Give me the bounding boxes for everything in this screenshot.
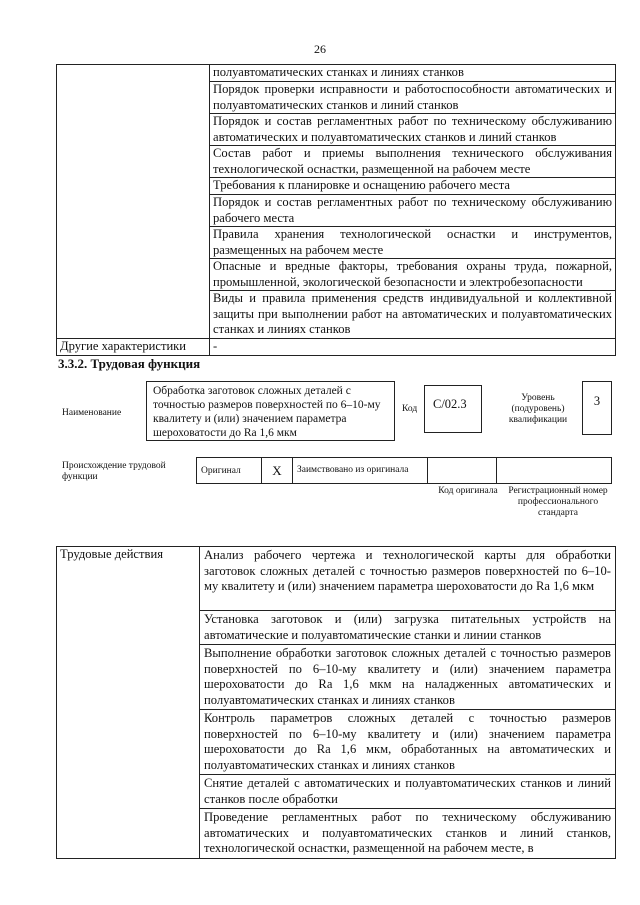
table-row: Выполнение обработки заготовок сложных деталей с точностью размеров поверхностей по 6–10-му квалитету и (или) значением параметра шероховатости до Ra 1,6 мкм на наладженных автоматических и полуавтоматических станках и линиях станков xyxy=(200,645,616,710)
labor-actions-table xyxy=(56,546,616,859)
table-row: Виды и правила применения средств индивидуальной и коллективной защиты при выполнении работ на автоматических и полуавтоматических станках и линиях станков xyxy=(210,291,616,339)
table-row: Опасные и вредные факторы, требования охраны труда, пожарной, промышленной, экологической безопасности и электробезопасности xyxy=(210,259,616,291)
table-row: Порядок и состав регламентных работ по техническому обслуживанию автоматических и полуавтоматических станков и линий станков xyxy=(210,114,616,146)
section-heading: 3.3.2. Трудовая функция xyxy=(58,356,201,371)
table-row: Проведение регламентных работ по техническому обслуживанию автоматических и полуавтоматических станков и линий станков, технологической оснастки, размещенной на рабочем месте, в xyxy=(200,809,616,859)
table-row: Правила хранения технологической оснастки и инструментов, размещенных на рабочем месте xyxy=(210,227,616,259)
borrowed-label: Заимствовано из оригинала xyxy=(293,458,428,484)
table-left-empty-cell xyxy=(57,65,210,339)
table-row: Порядок проверки исправности и работоспособности автоматических и полуавтоматических станков и линий станков xyxy=(210,82,616,114)
code-original-cell xyxy=(428,458,497,484)
origin-table xyxy=(196,457,612,484)
reg-number-cell xyxy=(497,458,612,484)
name-label: Наименование xyxy=(62,408,122,418)
function-name-box: Обработка заготовок сложных деталей с точностью размеров поверхностей по 6–10-му квалитету и (или) значением параметра шероховатости до Ra 1,6 мкм xyxy=(146,381,395,441)
other-characteristics-value: - xyxy=(210,338,616,355)
table-row: Требования к планировке и оснащению рабочего места xyxy=(210,178,616,195)
table-row: Снятие деталей с автоматических и полуавтоматических станков и линий станков после обработки xyxy=(200,775,616,809)
reg-number-label: Регистрационный номер профессионального стандарта xyxy=(508,486,608,518)
other-characteristics-label: Другие характеристики xyxy=(57,338,210,355)
knowledge-table xyxy=(56,64,616,356)
original-label: Оригинал xyxy=(197,458,262,484)
table-row: Установка заготовок и (или) загрузка питательных устройств на автоматические и полуавтоматические станки и линии станков xyxy=(200,611,616,645)
table-row: Состав работ и приемы выполнения технического обслуживания технологической оснастки, размещенной на рабочем месте xyxy=(210,146,616,178)
table-row: полуавтоматических станках и линиях станков xyxy=(210,65,616,82)
page-number: 26 xyxy=(314,42,326,56)
code-original-label: Код оригинала xyxy=(438,486,498,496)
function-code-box: C/02.3 xyxy=(424,385,482,433)
qualification-level-label: Уровень (подуровень) квалификации xyxy=(508,393,568,425)
code-label: Код xyxy=(402,404,418,414)
original-mark: X xyxy=(262,458,293,484)
table-row: Порядок и состав регламентных работ по техническому обслуживанию рабочего места xyxy=(210,195,616,227)
origin-label: Происхождение трудовой функции xyxy=(62,461,166,482)
table-row: Контроль параметров сложных деталей с точностью размеров поверхностей по 6–10-му квалитету и (или) значением параметра шероховатости до Ra 1,6 мкм, обработанных на автоматических и полуавтоматических станках и линиях станков xyxy=(200,710,616,775)
labor-actions-label: Трудовые действия xyxy=(57,547,200,859)
table-row: Анализ рабочего чертежа и технологической карты для обработки заготовок сложных деталей с точностью размеров поверхностей по 6–10-му квалитету и (или) значением параметра шероховатости до Ra 1,6 мкм xyxy=(200,547,616,611)
qualification-level-box: 3 xyxy=(582,381,612,435)
